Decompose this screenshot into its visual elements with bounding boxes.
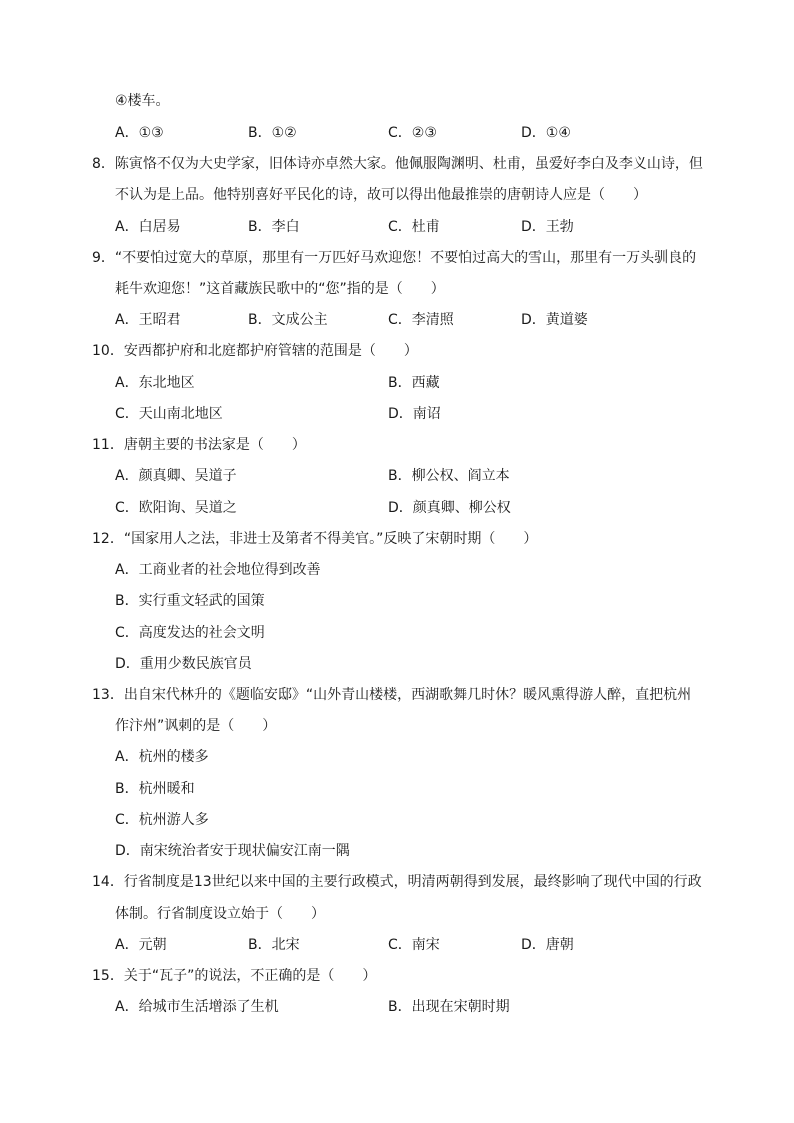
text-line: 10．安西都护府和北庭都护府管辖的范围是（ ）	[92, 343, 418, 359]
text-line: B．北宋	[248, 937, 300, 953]
text-line: A．①③	[115, 125, 164, 141]
text-line: D．唐朝	[521, 937, 574, 953]
text-line: 12．“国家用人之法，非进士及第者不得美官。”反映了宋朝时期（ ）	[92, 531, 538, 547]
text-line: 9．“不要怕过宽大的草原，那里有一万匹好马欢迎您！不要怕过高大的雪山，那里有一万头驯良的	[92, 250, 697, 266]
text-line: C．杭州游人多	[115, 812, 209, 828]
text-line: B．实行重文轻武的国策	[115, 593, 265, 609]
text-line: C．高度发达的社会文明	[115, 625, 265, 641]
text-line: C．天山南北地区	[115, 406, 223, 422]
text-line: C．李清照	[388, 312, 454, 328]
text-line: B．李白	[248, 219, 300, 235]
text-line: 不认为是上品。他特别喜好平民化的诗，故可以得出他最推崇的唐朝诗人应是（ ）	[115, 187, 647, 203]
text-line: B．杭州暖和	[115, 781, 195, 797]
text-line: A．颜真卿、吴道子	[115, 468, 237, 484]
text-line: D．黄道婆	[521, 312, 588, 328]
text-line: A．杭州的楼多	[115, 749, 209, 765]
text-line: D．王勃	[521, 219, 574, 235]
text-line: B．①②	[248, 125, 297, 141]
text-line: 作汴州”讽刺的是（ ）	[115, 718, 277, 734]
text-line: D．①④	[521, 125, 571, 141]
text-line: A．白居易	[115, 219, 181, 235]
text-line: 11．唐朝主要的书法家是（ ）	[92, 437, 306, 453]
text-line: A．工商业者的社会地位得到改善	[115, 562, 321, 578]
text-line: 15．关于“瓦子”的说法，不正确的是（ ）	[92, 968, 377, 984]
text-line: C．杜甫	[388, 219, 440, 235]
text-line: B．出现在宋朝时期	[388, 999, 510, 1015]
text-line: D．南诏	[388, 406, 441, 422]
text-line: ④楼车。	[115, 93, 170, 109]
text-line: B．文成公主	[248, 312, 328, 328]
text-line: C．欧阳询、吴道之	[115, 500, 237, 516]
text-line: A．元朝	[115, 937, 167, 953]
text-line: C．②③	[388, 125, 437, 141]
text-line: 耗牛欢迎您！”这首藏族民歌中的“您”指的是（ ）	[115, 281, 445, 297]
text-line: A．东北地区	[115, 375, 195, 391]
text-line: 13．出自宋代林升的《题临安邸》“山外青山楼楼，西湖歌舞几时休？暖风熏得游人醉，直把杭州	[92, 687, 692, 703]
text-line: A．给城市生活增添了生机	[115, 999, 279, 1015]
text-line: B．柳公权、阎立本	[388, 468, 510, 484]
text-line: A．王昭君	[115, 312, 181, 328]
text-line: D．南宋统治者安于现状偏安江南一隅	[115, 843, 350, 859]
text-line: D．重用少数民族官员	[115, 656, 252, 672]
text-line: 体制。行省制度设立始于（ ）	[115, 906, 325, 922]
text-line: C．南宋	[388, 937, 440, 953]
text-line: B．西藏	[388, 375, 440, 391]
text-line: D．颜真卿、柳公权	[388, 500, 511, 516]
text-line: 8．陈寅恪不仅为大史学家，旧体诗亦卓然大家。他佩服陶渊明、杜甫，虽爱好李白及李义山诗，但	[92, 156, 703, 172]
text-line: 14．行省制度是13世纪以来中国的主要行政模式，明清两朝得到发展，最终影响了现代中国的行政	[92, 874, 702, 890]
